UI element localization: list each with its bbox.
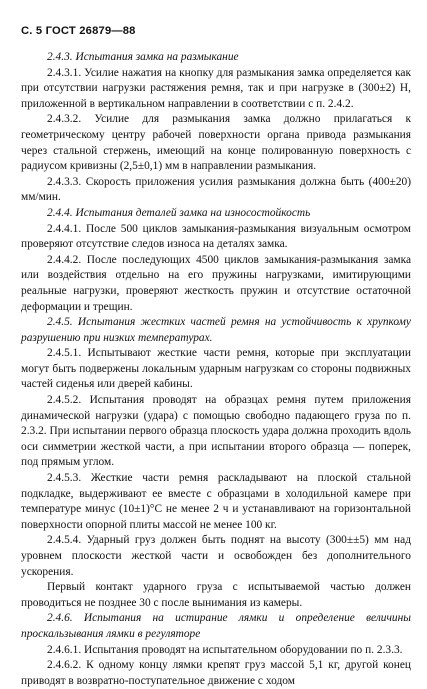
paragraph: 2.4.5.1. Испытывают жесткие части ремня, которые при эксплуатации могут быть подвержены локальным ударным нагрузкам со стороны подвижных частей сиденья или дверей кабины. xyxy=(21,347,411,391)
paragraph: 2.4.4.1. После 500 циклов замыкания-размыкания визуальным осмотром проверяют отсутствие следов износа на деталях замка. xyxy=(21,222,411,251)
page-header: С. 5 ГОСТ 26879—88 xyxy=(21,25,136,37)
paragraph: 2.4.3.2. Усилие для размыкания замка должно прилагаться к геометрическому центру рабочей поверхности органа привода размыкания через стальной стержень, имеющий на конце полированную поверхность с радиусом кривизны (2,5±0,1) мм в направлении размыкания. xyxy=(21,113,411,173)
paragraph: 2.4.6.1. Испытания проводят на испытательном оборудовании по п. 2.3.3. xyxy=(47,643,403,656)
paragraph: Первый контакт ударного груза с испытываемой частью должен проводиться не позднее 30 с после вынимания из камеры. xyxy=(21,581,411,609)
section-heading: 2.4.4. Испытания деталей замка на износостойкость xyxy=(47,206,311,219)
paragraph: 2.4.5.3. Жесткие части ремня раскладывают на плоской стальной подкладке, выдерживают ее вместе с образцами в холодильной камере при температуре минус (10±1)°С не менее 2 ч и устанавливают на горизонтальной поверхности опорной плиты массой не менее 100 кг. xyxy=(21,472,411,531)
paragraph: 2.4.3.1. Усилие нажатия на кнопку для размыкания замка определяется как при отсутствии нагрузки растяжения ремня, так и при нагрузке в (300±2) Н, приложенной в вертикальном направлении в соответствии с п. 2.4.2. xyxy=(21,66,411,110)
paragraph: 2.4.4.2. После последующих 4500 циклов замыкания-размыкания замка или воздействия отдельно на его пружины нагрузками, имитирующими реальные нагрузки, проверяют жесткость пружин и отсутствие остаточной деформации и трещин. xyxy=(21,253,411,313)
paragraph: 2.4.5.4. Ударный груз должен быть поднят на высоту (300±±5) мм над уровнем плоскости жесткой части и освобожден без дополнительного ускорения. xyxy=(21,534,411,578)
paragraph: 2.4.6.2. К одному концу лямки крепят груз массой 5,1 кг, другой конец приводят в возвратно-поступательное движение с ходом xyxy=(21,659,411,687)
section-heading: 2.4.5. Испытания жестких частей ремня на устойчивость к хрупкому разрушению при низких температурах. xyxy=(21,316,411,344)
paragraph: 2.4.5.2. Испытания проводят на образцах ремня путем приложения динамической нагрузки (удара) с помощью свободно падающего груза по п. 2.3.2. При испытании первого образца плоскость удара должна проходить вдоль оси симметрии жесткой части, а при испытании второго образца — поперек, под прямым углом. xyxy=(21,394,411,469)
section-heading: 2.4.6. Испытания на истирание лямки и определение величины проскальзывания лямки в регуляторе xyxy=(21,612,411,640)
document-body xyxy=(21,50,411,689)
section-heading: 2.4.3. Испытания замка на размыкание xyxy=(47,51,239,63)
paragraph: 2.4.3.3. Скорость приложения усилия размыкания должна быть (400±20) мм/мин. xyxy=(21,175,411,204)
